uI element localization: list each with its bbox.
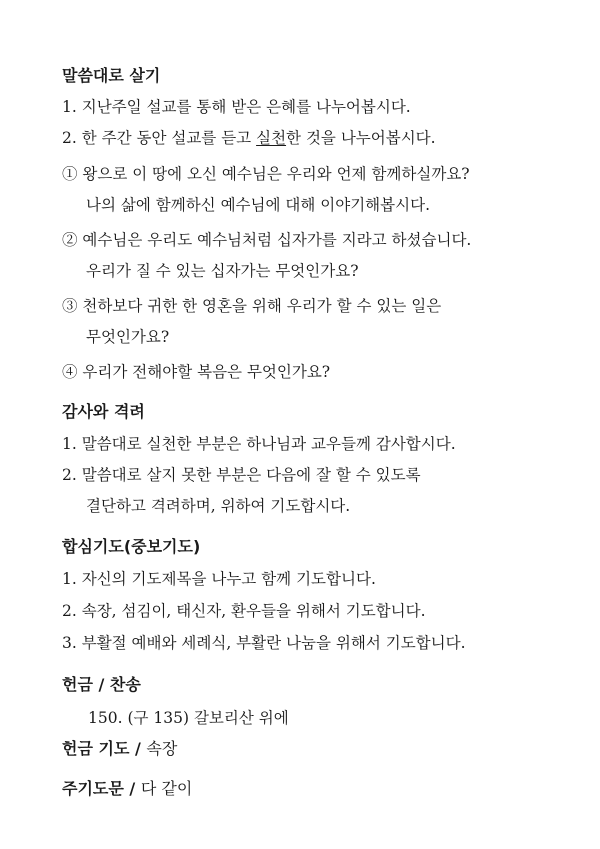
list-item-continuation: 무엇인가요? xyxy=(86,328,170,346)
underlined-word: 실천 xyxy=(256,129,287,147)
list-item: ③ 천하보다 귀한 한 영혼을 위해 우리가 할 수 있는 일은 xyxy=(62,297,442,315)
heading-plain-text: 속장 xyxy=(146,739,178,758)
heading-bold-text: 주기도문 / xyxy=(62,779,136,798)
list-item: 2. 말씀대로 살지 못한 부분은 다음에 잘 할 수 있도록 xyxy=(62,466,421,484)
hymn-number: 150. (구 135) 갈보리산 위에 xyxy=(88,709,289,727)
list-item: 3. 부활절 예배와 세례식, 부활란 나눔을 위해서 기도합니다. xyxy=(62,634,466,652)
section-heading-offering-hymn: 헌금 / 찬송 xyxy=(62,675,141,694)
section-heading-live-by-word: 말씀대로 살기 xyxy=(62,66,161,85)
list-item-continuation: 우리가 질 수 있는 십자가는 무엇인가요? xyxy=(86,262,359,280)
list-item-text: 2. 한 주간 동안 설교를 듣고 xyxy=(62,129,252,147)
list-item xyxy=(62,128,436,148)
section-heading-thanks: 감사와 격려 xyxy=(62,402,145,421)
section-heading-lords-prayer xyxy=(62,779,192,799)
list-item-continuation: 나의 삶에 함께하신 예수님에 대해 이야기해봅시다. xyxy=(86,196,430,214)
section-heading-offering-prayer xyxy=(62,739,177,759)
list-item: 2. 속장, 섬김이, 태신자, 환우들을 위해서 기도합니다. xyxy=(62,602,426,620)
heading-bold-text: 헌금 기도 / xyxy=(62,739,141,758)
list-item-continuation: 결단하고 격려하며, 위하여 기도합시다. xyxy=(86,497,351,515)
list-item: ① 왕으로 이 땅에 오신 예수님은 우리와 언제 함께하실까요? xyxy=(62,165,470,183)
list-item: 1. 말씀대로 실천한 부분은 하나님과 교우들께 감사합시다. xyxy=(62,435,456,453)
list-item: 1. 자신의 기도제목을 나누고 함께 기도합니다. xyxy=(62,570,376,588)
list-item: ④ 우리가 전해야할 복음은 무엇인가요? xyxy=(62,363,331,381)
list-item: 1. 지난주일 설교를 통해 받은 은혜를 나누어봅시다. xyxy=(62,98,411,116)
heading-plain-text: 다 같이 xyxy=(140,779,193,798)
section-heading-prayer: 합심기도(중보기도) xyxy=(62,537,201,556)
list-item: ② 예수님은 우리도 예수님처럼 십자가를 지라고 하셨습니다. xyxy=(62,231,472,249)
list-item-text: 한 것을 나누어봅시다. xyxy=(286,129,436,147)
